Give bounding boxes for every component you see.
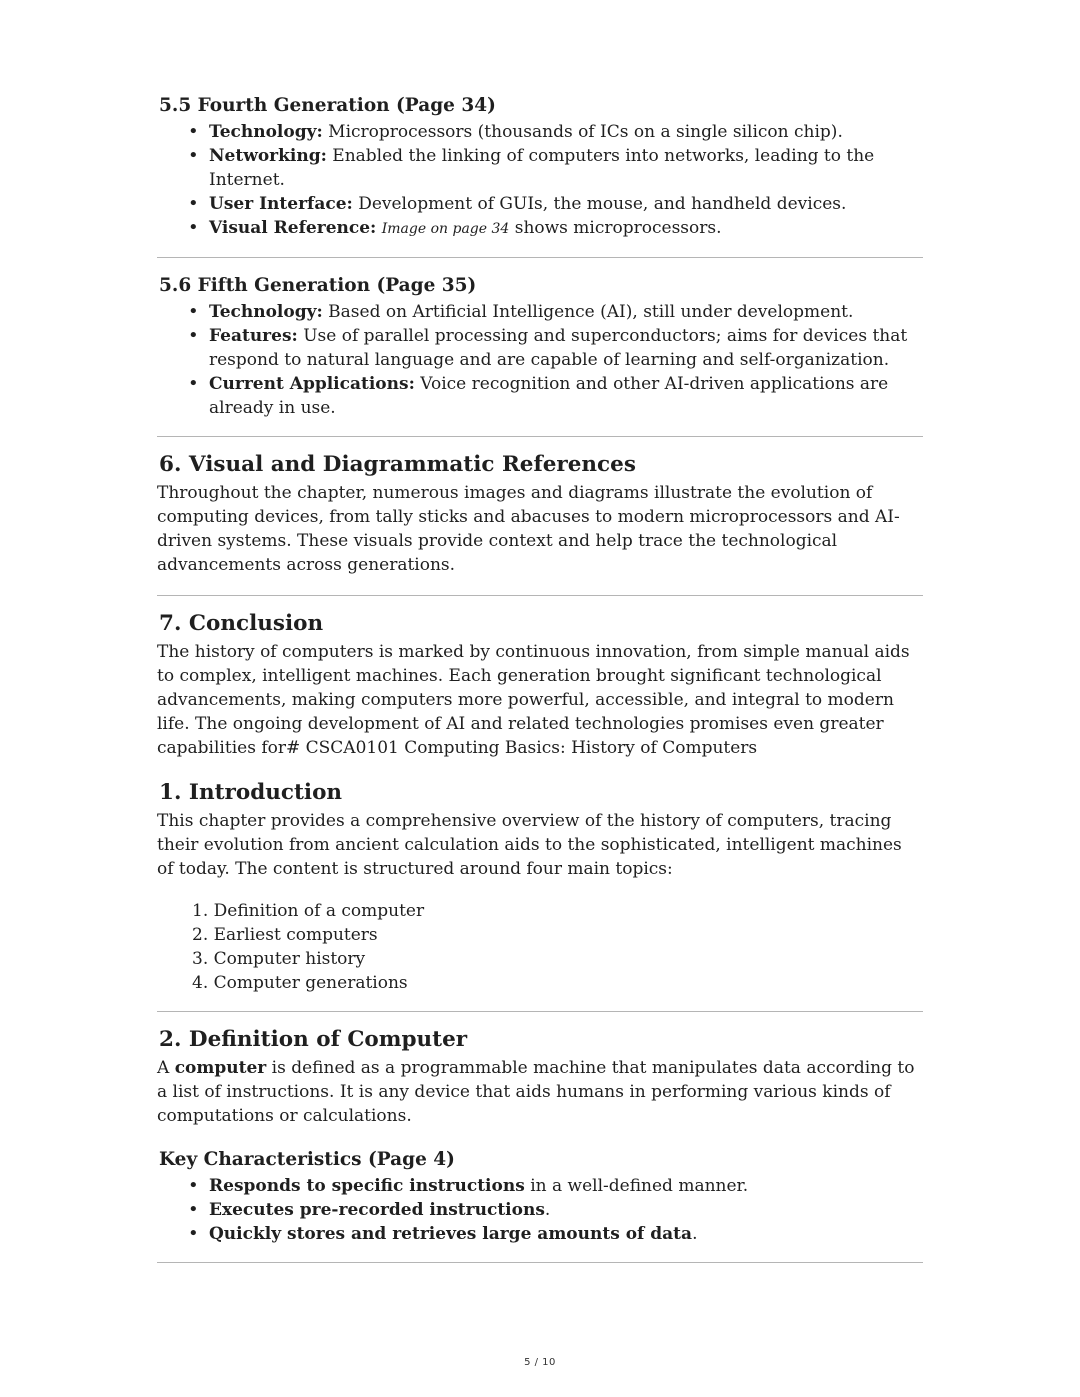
section-2-body: A computer is defined as a programmable machine that manipulates data according to a list of instructions. It is any device that aids humans in performing various kinds of computations or calculations. bbox=[157, 1058, 915, 1126]
list-item: • Responds to specific instructions in a well-defined manner. bbox=[209, 1174, 923, 1198]
list-item: • Executes pre-recorded instructions. bbox=[209, 1198, 923, 1222]
section-5-5-heading: 5.5 Fourth Generation (Page 34) bbox=[159, 95, 496, 116]
divider bbox=[157, 1262, 923, 1263]
key-characteristics-list bbox=[157, 1174, 923, 1246]
list-item: • User Interface: Development of GUIs, the mouse, and handheld devices. bbox=[209, 192, 923, 216]
list-item: • Features: Use of parallel processing and superconductors; aims for devices that respond to natural language and are capable of learning and self-organization. bbox=[209, 324, 923, 372]
list-item: 1. Definition of a computer bbox=[192, 901, 425, 921]
section-7-heading: 7. Conclusion bbox=[159, 611, 324, 636]
section-7-body: The history of computers is marked by continuous innovation, from simple manual aids to complex, intelligent machines. Each generation brought significant technological advancements, making computers more powerful, accessible, and integral to modern life. The ongoing development of AI and related technologies promises even greater capabilities for# CSCA0101 Computing Basics: History of Computers bbox=[157, 642, 910, 758]
divider bbox=[157, 436, 923, 437]
list-item: 3. Computer history bbox=[192, 949, 366, 969]
divider bbox=[157, 595, 923, 596]
section-5-6-heading: 5.6 Fifth Generation (Page 35) bbox=[159, 275, 477, 296]
divider bbox=[157, 1011, 923, 1012]
section-6-heading: 6. Visual and Diagrammatic References bbox=[159, 452, 636, 477]
section-2-heading: 2. Definition of Computer bbox=[159, 1027, 468, 1052]
section-5-6-list bbox=[157, 300, 923, 420]
divider bbox=[157, 257, 923, 258]
section-1-heading: 1. Introduction bbox=[159, 780, 343, 805]
document-page bbox=[157, 94, 923, 1263]
section-1-body: This chapter provides a comprehensive overview of the history of computers, tracing their evolution from ancient calculation aids to the sophisticated, intelligent machines of today. The content is structured around four main topics: bbox=[157, 811, 902, 879]
key-characteristics-heading: Key Characteristics (Page 4) bbox=[159, 1149, 455, 1170]
list-item: • Quickly stores and retrieves large amounts of data. bbox=[209, 1222, 923, 1246]
list-item: • Technology: Microprocessors (thousands of ICs on a single silicon chip). bbox=[209, 120, 923, 144]
list-item: • Networking: Enabled the linking of computers into networks, leading to the Internet. bbox=[209, 144, 923, 192]
topics-list bbox=[157, 899, 923, 995]
page-number: 5 / 10 bbox=[524, 1357, 556, 1368]
list-item: • Technology: Based on Artificial Intelligence (AI), still under development. bbox=[209, 300, 923, 324]
section-5-5-list bbox=[157, 120, 923, 241]
list-item: 2. Earliest computers bbox=[192, 925, 378, 945]
list-item: • Current Applications: Voice recognition and other AI-driven applications are already in use. bbox=[209, 372, 923, 420]
section-6-body: Throughout the chapter, numerous images and diagrams illustrate the evolution of computing devices, from tally sticks and abacuses to modern microprocessors and AI-driven systems. These visuals provide context and help trace the technological advancements across generations. bbox=[157, 483, 900, 575]
list-item: 4. Computer generations bbox=[192, 973, 408, 993]
list-item: • Visual Reference: Image on page 34 shows microprocessors. bbox=[209, 216, 923, 241]
